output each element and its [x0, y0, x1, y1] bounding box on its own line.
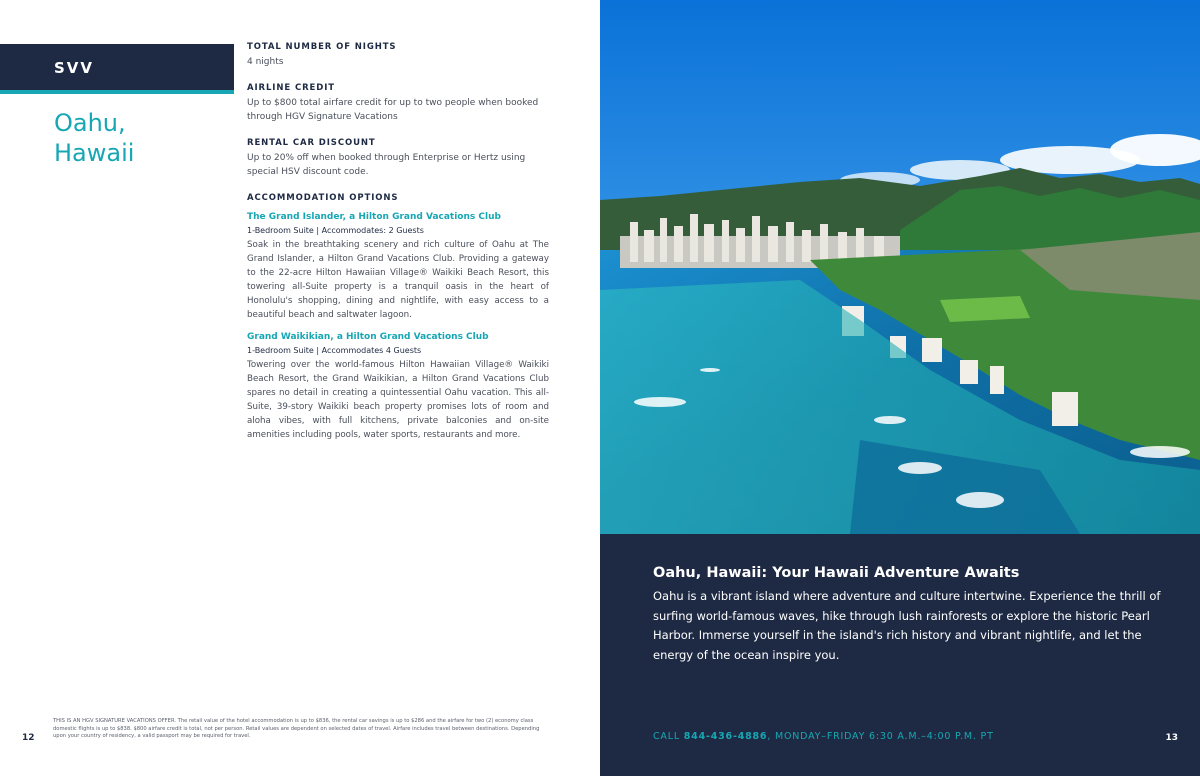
accommodation-name: The Grand Islander, a Hilton Grand Vacations Club: [247, 212, 501, 222]
accommodation-description: Towering over the world-famous Hilton Hawaiian Village® Waikiki Beach Resort, the Grand Waikikian, a Hilton Grand Vacations Club spares no detail in creating a quintessential Oahu vacation. This all-Suite, 39-story Waikiki beach property promises lots of room and aloha vibes, with full kitchens, private balconies and on-site amenities including pools, water sports, restaurants and more.: [247, 359, 549, 441]
airline-value: Up to $800 total airfare credit for up to two people when booked through HGV Signature Vacations: [247, 98, 539, 122]
accommodation-name: Grand Waikikian, a Hilton Grand Vacations Club: [247, 331, 489, 342]
page-number-left: 12: [22, 733, 35, 743]
destination-title: [54, 108, 134, 168]
accommodation-section: [247, 193, 549, 442]
feature-body: Oahu is a vibrant island where adventure and culture intertwine. Experience the thrill of surfing world-famous waves, hike through lush rainforests or explore the historic Pearl Harbor. Immerse yourself in the island's rich history and vibrant nightlife, and let the energy of the ocean inspire you.: [653, 589, 1161, 662]
call-prefix: CALL: [653, 731, 684, 742]
rental-heading: RENTAL CAR DISCOUNT: [247, 138, 376, 148]
disclaimer: THIS IS AN HGV SIGNATURE VACATIONS OFFER. The retail value of the hotel accommodation is up to $836, the rental car savings is up to $286 and the airfare for two (2) economy class domestic flights is up to $838. $800 airfare credit is total, not per person. Retail values are dependent on selected dates of travel. Airfare includes travel between destinations. Depending upon your country of residency, a valid passport may be required for travel.: [53, 718, 540, 740]
nights-value: 4 nights: [247, 57, 284, 67]
rental-value: Up to 20% off when booked through Enterprise or Hertz using special HSV discount code.: [247, 153, 526, 177]
call-hours: , MONDAY–FRIDAY 6:30 A.M.–4:00 P.M. PT: [767, 731, 994, 742]
details-column: [247, 42, 549, 456]
right-page: [600, 0, 1200, 776]
phone-number[interactable]: 844-436-4886: [683, 731, 768, 742]
airline-heading: AIRLINE CREDIT: [247, 83, 335, 93]
accommodation-description: Soak in the breathtaking scenery and rich culture of Oahu at The Grand Islander, a Hilton Grand Vacations Club. Providing a gateway to the 22-acre Hilton Hawaiian Village® Waikiki Beach Resort, this towering all-Suite property is a tranquil oasis in the heart of Honolulu's shopping, dining and nightlife, with easy access to a beautiful beach and saltwater lagoon.: [247, 240, 549, 321]
feature-title: Oahu, Hawaii: Your Hawaii Adventure Awaits: [653, 565, 1020, 581]
accommodation-meta: 1-Bedroom Suite | Accommodates 4 Guests: [247, 345, 422, 355]
call-line: [653, 731, 994, 742]
accommodation-meta: 1-Bedroom Suite | Accommodates: 2 Guests: [247, 226, 424, 235]
nights-heading: TOTAL NUMBER OF NIGHTS: [247, 42, 397, 52]
oahu-aerial-photo: [600, 0, 1200, 534]
brand-underline: [0, 90, 234, 94]
accommodation-option: [247, 212, 549, 323]
airline-section: [247, 83, 549, 124]
destination-line-1: Oahu,: [54, 109, 126, 137]
accommodation-heading: ACCOMMODATION OPTIONS: [247, 193, 399, 203]
nights-section: [247, 42, 549, 69]
rental-section: [247, 138, 549, 179]
brand-bar: [0, 44, 234, 90]
page-number-right: 13: [1165, 733, 1178, 743]
accommodation-option: [247, 332, 549, 443]
destination-line-2: Hawaii: [54, 139, 135, 167]
brand-logo: SVV: [54, 59, 95, 77]
